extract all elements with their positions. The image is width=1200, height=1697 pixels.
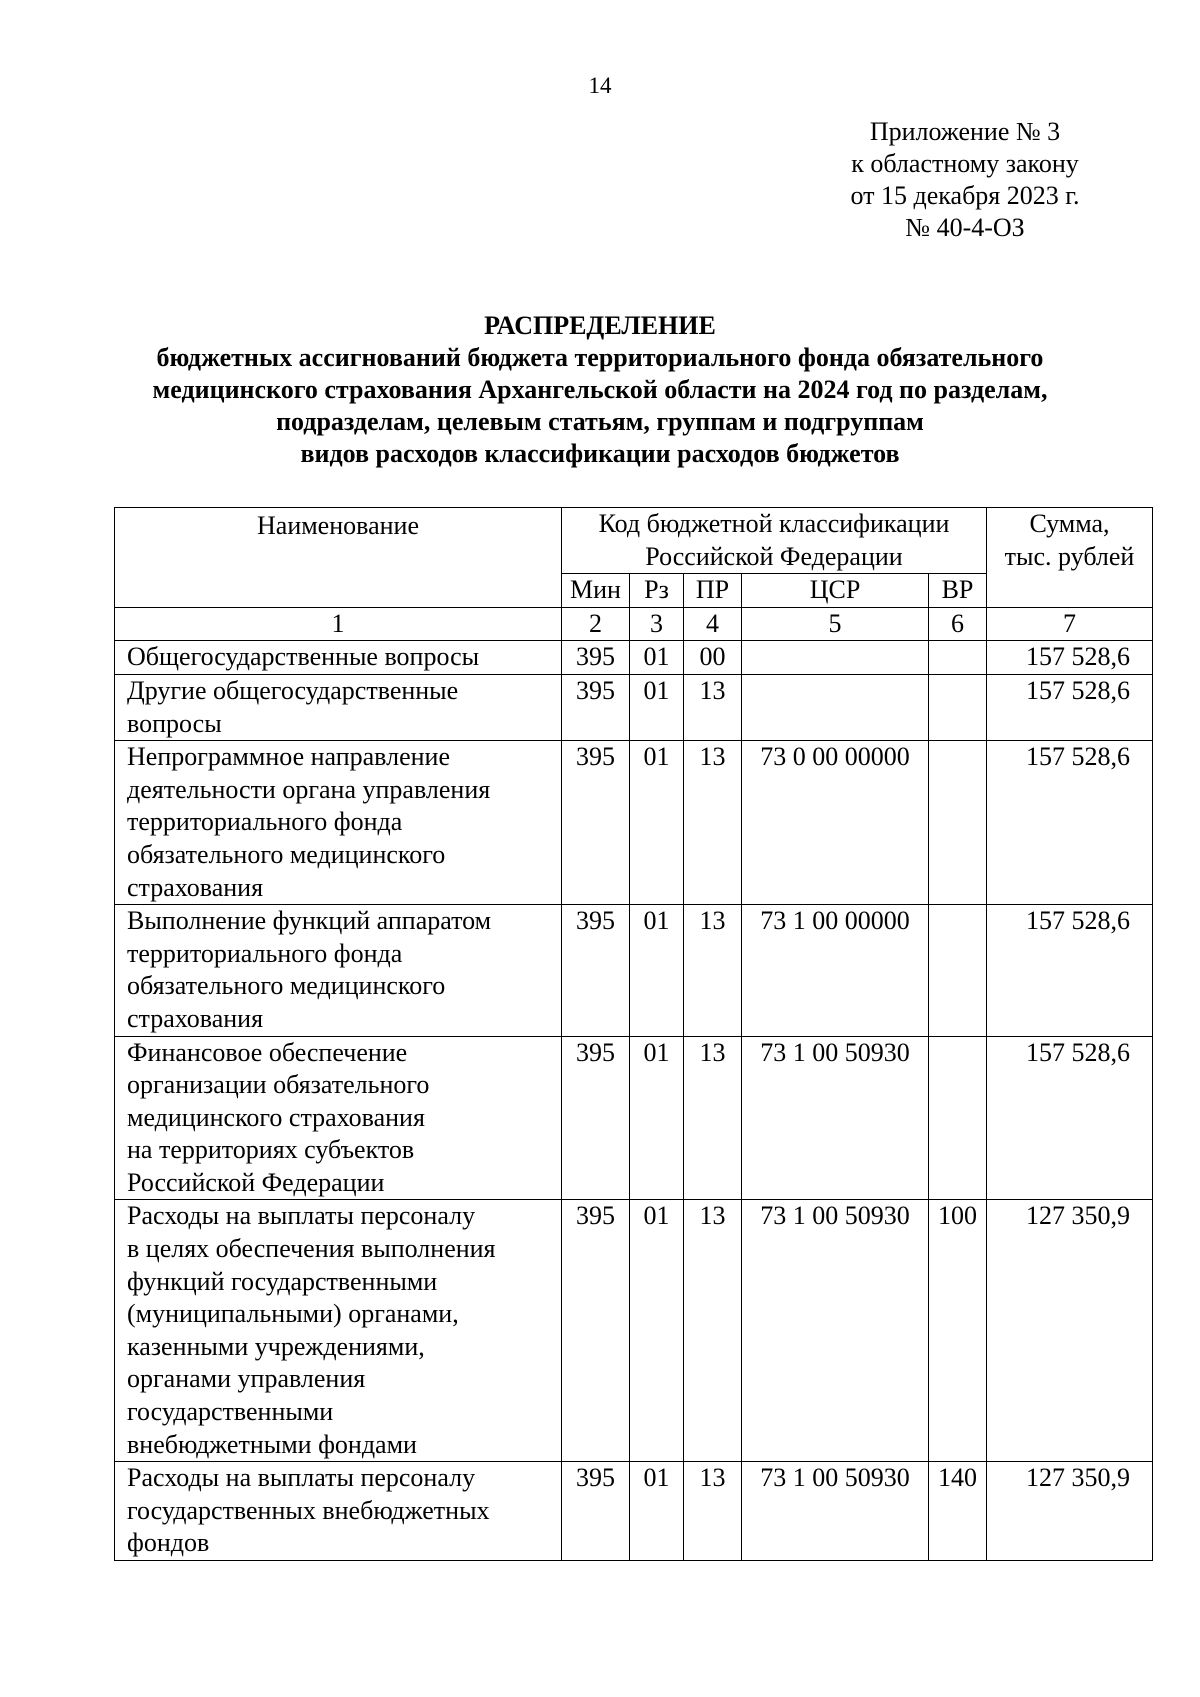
- row-name-line: функций государственными: [127, 1266, 438, 1296]
- row-name-line: организации обязательного: [127, 1070, 430, 1100]
- table-row: [115, 674, 1153, 740]
- row-rz: 01: [630, 641, 684, 675]
- row-name: [115, 1462, 562, 1561]
- header-sum-line: тыс. рублей: [1004, 541, 1135, 571]
- row-pr: 13: [684, 1462, 742, 1561]
- row-csr: 73 1 00 50930: [742, 1036, 929, 1200]
- row-rz: 01: [630, 905, 684, 1036]
- header-csr: ЦСР: [742, 574, 929, 608]
- row-csr: [742, 674, 929, 740]
- row-min: 395: [562, 1462, 630, 1561]
- row-vr: 100: [929, 1200, 987, 1462]
- row-name-line: государственными: [127, 1397, 334, 1427]
- row-pr: 00: [684, 641, 742, 675]
- row-name-line: обязательного медицинского: [127, 839, 446, 869]
- row-name: [115, 1200, 562, 1462]
- header-sum-line: Сумма,: [1029, 509, 1110, 538]
- row-min: 395: [562, 674, 630, 740]
- row-vr: 140: [929, 1462, 987, 1561]
- row-pr: 13: [684, 1200, 742, 1462]
- row-min: 395: [562, 641, 630, 675]
- row-name-line: Финансовое обеспечение: [127, 1037, 408, 1067]
- appendix-line: № 40-4-ОЗ: [905, 213, 1025, 242]
- column-number-row: [115, 607, 1153, 641]
- row-vr: [929, 1036, 987, 1200]
- appendix-line: Приложение № 3: [869, 117, 1061, 146]
- row-sum: 157 528,6: [987, 905, 1153, 1036]
- header-row: [115, 508, 1153, 574]
- header-vr: ВР: [929, 574, 987, 608]
- row-name-line: Расходы на выплаты персоналу: [127, 1463, 476, 1493]
- row-name-line: Непрограммное направление: [127, 742, 450, 772]
- row-name-line: Российской Федерации: [127, 1167, 385, 1197]
- row-name-line: органами управления: [127, 1364, 366, 1394]
- budget-table: [114, 507, 1153, 1561]
- row-name-line: в целях обеспечения выполнения: [127, 1234, 496, 1264]
- page-number: 14: [588, 73, 612, 98]
- header-min: Мин: [562, 574, 630, 608]
- row-csr: [742, 641, 929, 675]
- row-sum: 157 528,6: [987, 741, 1153, 905]
- appendix-line: от 15 декабря 2023 г.: [850, 181, 1080, 210]
- row-rz: 01: [630, 1462, 684, 1561]
- row-vr: [929, 905, 987, 1036]
- table-row: [115, 1200, 1153, 1462]
- header-pr: ПР: [684, 574, 742, 608]
- header-code-line: Российской Федерации: [645, 541, 903, 571]
- header-rz: Рз: [630, 574, 684, 608]
- row-csr: 73 1 00 00000: [742, 905, 929, 1036]
- table-row: [115, 641, 1153, 675]
- row-name: [115, 641, 562, 675]
- header-code-group: [562, 508, 987, 574]
- table-row: [115, 741, 1153, 905]
- title-line: бюджетных ассигнований бюджета территориального фонда обязательного: [156, 343, 1044, 372]
- row-vr: [929, 674, 987, 740]
- column-number: 7: [987, 607, 1153, 641]
- row-min: 395: [562, 741, 630, 905]
- row-sum: 157 528,6: [987, 674, 1153, 740]
- row-name-line: на территориях субъектов: [127, 1135, 415, 1165]
- row-sum: 127 350,9: [987, 1462, 1153, 1561]
- table-row: [115, 905, 1153, 1036]
- row-name-line: Общегосударственные вопросы: [127, 642, 480, 672]
- appendix-line: к областному закону: [851, 149, 1079, 178]
- row-min: 395: [562, 1200, 630, 1462]
- row-sum: 157 528,6: [987, 1036, 1153, 1200]
- document-title: [100, 310, 1100, 470]
- row-name-line: казенными учреждениями,: [127, 1331, 425, 1361]
- row-name: [115, 741, 562, 905]
- row-pr: 13: [684, 1036, 742, 1200]
- row-min: 395: [562, 905, 630, 1036]
- row-name-line: Выполнение функций аппаратом: [127, 906, 492, 936]
- row-name: [115, 1036, 562, 1200]
- row-name-line: обязательного медицинского: [127, 971, 446, 1001]
- row-rz: 01: [630, 741, 684, 905]
- row-vr: [929, 741, 987, 905]
- row-rz: 01: [630, 1200, 684, 1462]
- row-pr: 13: [684, 905, 742, 1036]
- row-name-line: Расходы на выплаты персоналу: [127, 1201, 476, 1231]
- row-rz: 01: [630, 1036, 684, 1200]
- column-number: 1: [115, 607, 562, 641]
- table-body: [115, 641, 1153, 1561]
- row-min: 395: [562, 1036, 630, 1200]
- row-sum: 157 528,6: [987, 641, 1153, 675]
- row-name-line: Другие общегосударственные: [127, 675, 459, 705]
- column-number: 3: [630, 607, 684, 641]
- column-number: 2: [562, 607, 630, 641]
- table-row: [115, 1036, 1153, 1200]
- title-line: подразделам, целевым статьям, группам и подгруппам: [276, 407, 924, 436]
- table-row: [115, 1462, 1153, 1561]
- row-csr: 73 1 00 50930: [742, 1200, 929, 1462]
- row-name-line: фондов: [127, 1528, 210, 1558]
- row-name-line: страхования: [127, 872, 264, 902]
- row-csr: 73 1 00 50930: [742, 1462, 929, 1561]
- column-number: 5: [742, 607, 929, 641]
- row-sum: 127 350,9: [987, 1200, 1153, 1462]
- column-number: 4: [684, 607, 742, 641]
- row-pr: 13: [684, 674, 742, 740]
- row-name-line: территориального фонда: [127, 938, 403, 968]
- appendix-note: [800, 116, 1130, 244]
- header-code-line: Код бюджетной классификации: [598, 509, 950, 538]
- row-name-line: вопросы: [127, 708, 222, 738]
- row-name-line: территориального фонда: [127, 807, 403, 837]
- row-name-line: внебюджетными фондами: [127, 1429, 417, 1459]
- row-rz: 01: [630, 674, 684, 740]
- title-heading: РАСПРЕДЕЛЕНИЕ: [484, 311, 716, 340]
- row-name-line: государственных внебюджетных: [127, 1495, 490, 1525]
- row-name: [115, 905, 562, 1036]
- header-name: Наименование: [115, 508, 562, 608]
- column-number: 6: [929, 607, 987, 641]
- title-line: видов расходов классификации расходов бюджетов: [300, 439, 900, 468]
- title-line: медицинского страхования Архангельской области на 2024 год по разделам,: [152, 375, 1048, 404]
- row-name-line: страхования: [127, 1003, 264, 1033]
- row-name-line: деятельности органа управления: [127, 774, 491, 804]
- row-name: [115, 674, 562, 740]
- row-vr: [929, 641, 987, 675]
- row-name-line: (муниципальными) органами,: [127, 1299, 459, 1329]
- row-csr: 73 0 00 00000: [742, 741, 929, 905]
- row-pr: 13: [684, 741, 742, 905]
- header-sum: [987, 508, 1153, 608]
- row-name-line: медицинского страхования: [127, 1102, 425, 1132]
